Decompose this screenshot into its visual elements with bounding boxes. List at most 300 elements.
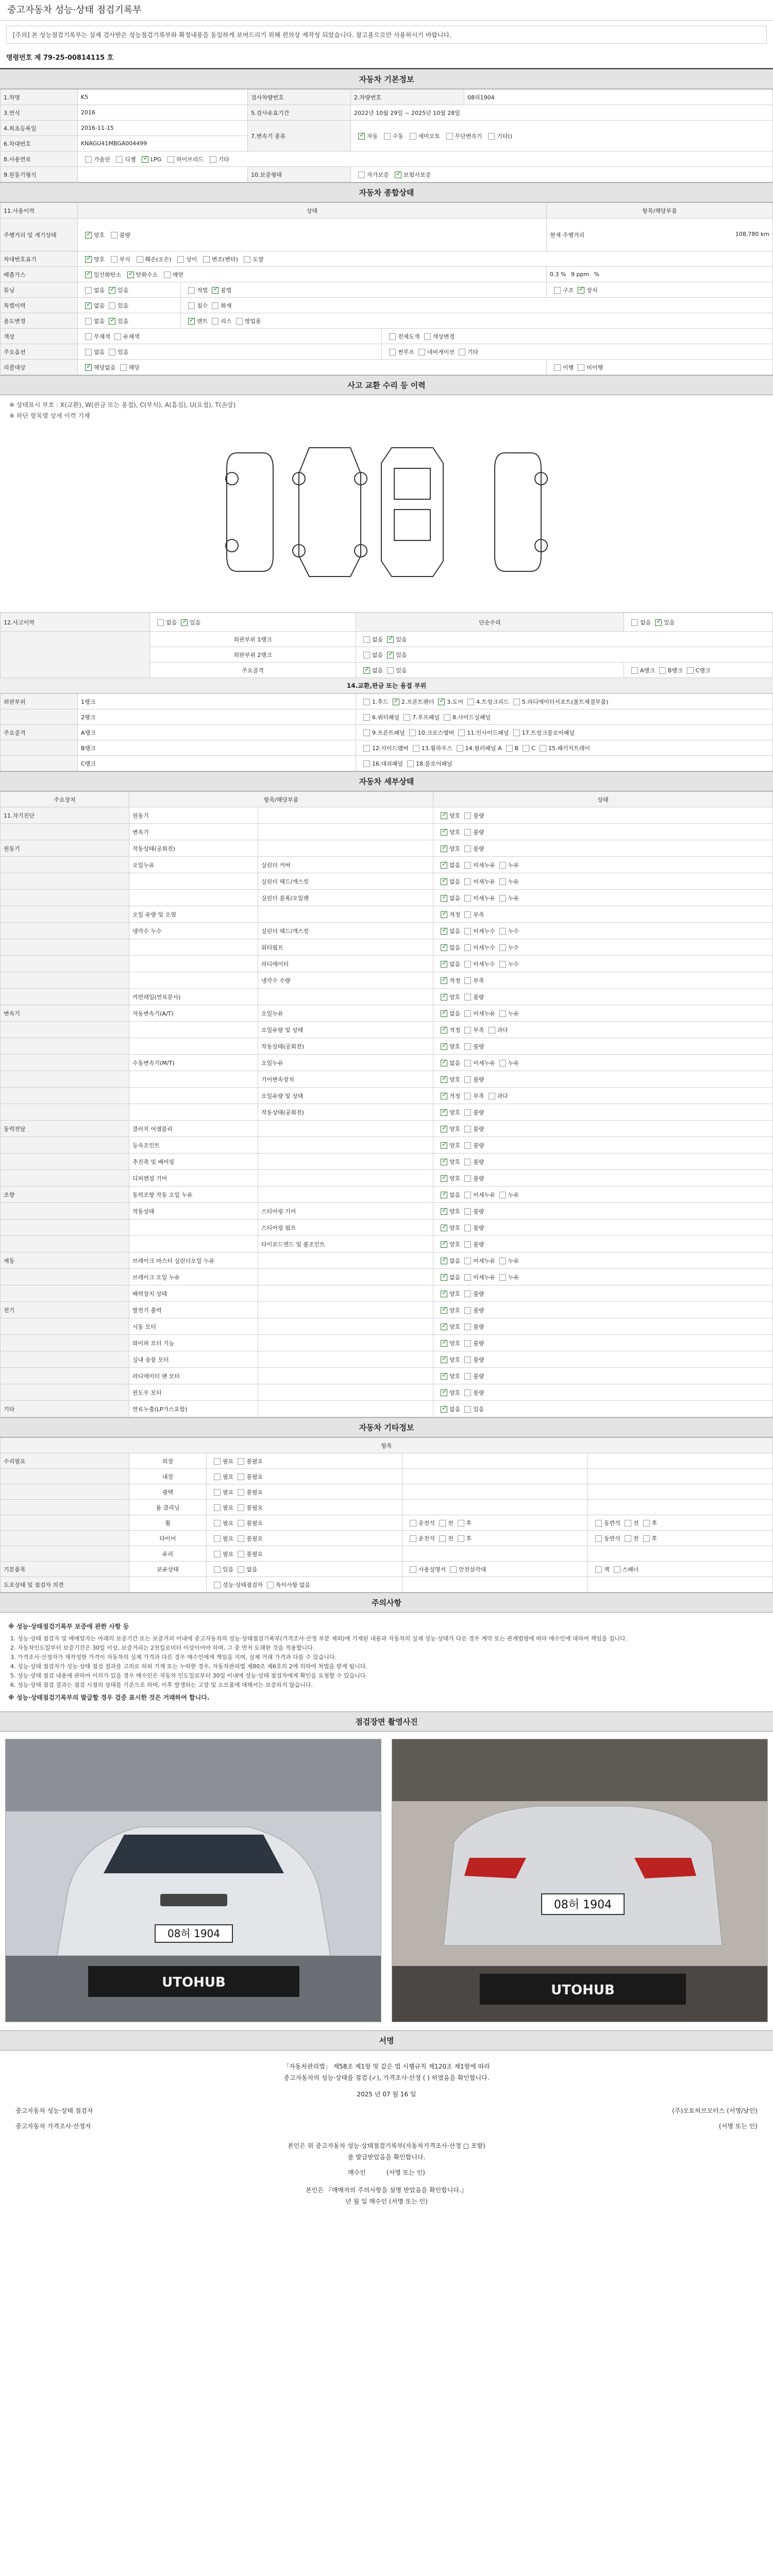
- checkbox-outer2-yes[interactable]: [387, 652, 394, 658]
- condition-checkbox[interactable]: [499, 928, 506, 935]
- condition-checkbox[interactable]: [441, 1159, 447, 1165]
- checkbox-pillar-c[interactable]: [523, 745, 529, 752]
- checkbox-gauge-good[interactable]: [85, 232, 92, 239]
- checkbox-chromatic[interactable]: [114, 333, 121, 340]
- condition-checkbox[interactable]: [441, 1060, 447, 1066]
- other-checkbox[interactable]: [238, 1504, 244, 1511]
- condition-checkbox[interactable]: [441, 1307, 447, 1314]
- condition-checkbox[interactable]: [499, 1192, 506, 1198]
- checkbox-wheelhouse[interactable]: [413, 745, 419, 752]
- checkbox-achromatic[interactable]: [85, 333, 92, 340]
- condition-checkbox[interactable]: [441, 1027, 447, 1033]
- value-current-mileage: 108,780 km: [735, 230, 769, 238]
- detail-subpart: 오일누유: [258, 1005, 433, 1022]
- condition-checkbox[interactable]: [464, 911, 471, 918]
- other-checkbox[interactable]: [625, 1520, 631, 1527]
- checkbox-frame-yes[interactable]: [387, 667, 394, 674]
- condition-checkbox[interactable]: [489, 1027, 495, 1033]
- checkbox-vin-painted[interactable]: [244, 256, 250, 263]
- condition-label: 부족: [473, 977, 484, 984]
- other-checkbox[interactable]: [238, 1473, 244, 1480]
- checkbox-rent[interactable]: [188, 318, 195, 325]
- other-checkbox[interactable]: [625, 1535, 631, 1542]
- other-checkbox[interactable]: [214, 1551, 221, 1557]
- checkbox-hood[interactable]: [363, 699, 370, 705]
- other-checkbox[interactable]: [238, 1489, 244, 1496]
- checkbox-trans-other[interactable]: [488, 133, 495, 140]
- checkbox-trunk[interactable]: [467, 699, 474, 705]
- detail-subpart: 오일유량 및 상태: [258, 1022, 433, 1038]
- other-checkbox[interactable]: [458, 1535, 464, 1542]
- other-options: [207, 1577, 402, 1592]
- tuning-options: [78, 282, 181, 298]
- checkbox-cvt[interactable]: [446, 133, 453, 140]
- checkbox-a-rank[interactable]: [631, 667, 638, 674]
- detail-part: [129, 1219, 258, 1236]
- condition-checkbox[interactable]: [464, 1357, 471, 1363]
- checkbox-cross-member[interactable]: [409, 730, 416, 736]
- condition-checkbox[interactable]: [441, 928, 447, 935]
- other-checkbox[interactable]: [238, 1551, 244, 1557]
- other-checkbox[interactable]: [214, 1504, 221, 1511]
- other-extra-2: [588, 1546, 773, 1562]
- parts-table: [0, 693, 773, 771]
- checkbox-recall-yes[interactable]: [120, 364, 127, 371]
- detail-device: [1, 1269, 129, 1285]
- other-checkbox[interactable]: [410, 1535, 416, 1542]
- condition-checkbox[interactable]: [464, 977, 471, 984]
- checkbox-outer1-yes[interactable]: [387, 636, 394, 643]
- other-checkbox[interactable]: [214, 1582, 221, 1588]
- checkbox-radiator-support[interactable]: [513, 699, 520, 705]
- checkbox-lpg[interactable]: [142, 156, 148, 163]
- value-engine: [78, 167, 248, 182]
- detail-part: [129, 1104, 258, 1121]
- condition-label: 양호: [449, 812, 461, 819]
- condition-checkbox[interactable]: [464, 1291, 471, 1297]
- checkbox-recall-done[interactable]: [554, 364, 561, 371]
- opt-hybrid: 하이브리드: [176, 156, 204, 163]
- checkbox-front-panel[interactable]: [363, 730, 370, 736]
- condition-checkbox[interactable]: [499, 1060, 506, 1066]
- other-checkbox[interactable]: [595, 1566, 602, 1573]
- other-checkbox[interactable]: [238, 1520, 244, 1527]
- caution-item: 3. 가격조사·산정자가 재작성한 가격이 자동차의 실제 가격과 다른 경우 매수인에게 책임을 지며, 실제 거래 가격과 다를 수 있습니다.: [18, 1653, 765, 1662]
- condition-checkbox[interactable]: [441, 1357, 447, 1363]
- condition-checkbox[interactable]: [441, 829, 447, 836]
- accident-options: [150, 613, 356, 632]
- brand-text-rear: UTOHUB: [551, 1982, 615, 1998]
- condition-checkbox[interactable]: [464, 812, 471, 819]
- other-item: 룸 클리닝: [129, 1500, 207, 1515]
- condition-checkbox[interactable]: [464, 928, 471, 935]
- checkbox-usage-yes[interactable]: [109, 318, 115, 325]
- other-checkbox[interactable]: [214, 1520, 221, 1527]
- detail-condition: [433, 1219, 773, 1236]
- detail-subpart: [258, 1121, 433, 1137]
- condition-label: 미세누유: [473, 1010, 495, 1017]
- condition-checkbox[interactable]: [464, 862, 471, 869]
- condition-label: 누유: [508, 1059, 519, 1066]
- checkbox-inside-panel[interactable]: [458, 730, 465, 736]
- condition-checkbox[interactable]: [441, 1373, 447, 1380]
- condition-checkbox[interactable]: [499, 944, 506, 951]
- checkbox-repair-yes[interactable]: [655, 619, 662, 626]
- label-tuning: 튜닝: [1, 282, 78, 298]
- detail-condition: [433, 807, 773, 824]
- other-extra-1: [402, 1453, 588, 1469]
- detail-row: [1, 873, 773, 890]
- condition-checkbox[interactable]: [441, 1208, 447, 1215]
- opt-gauge-bad: 불량: [119, 231, 131, 239]
- other-option-label: 안전삼각대: [459, 1566, 486, 1573]
- condition-checkbox[interactable]: [441, 895, 447, 902]
- checkbox-navi[interactable]: [418, 349, 425, 355]
- detail-condition: [433, 1285, 773, 1302]
- other-checkbox[interactable]: [458, 1520, 464, 1527]
- opt-dash-panel: 16.대쉬패널: [372, 760, 403, 767]
- condition-checkbox[interactable]: [464, 1225, 471, 1231]
- checkbox-repair-none[interactable]: [631, 619, 638, 626]
- condition-checkbox[interactable]: [441, 1274, 447, 1281]
- checkbox-semiauto[interactable]: [410, 133, 416, 140]
- opt-special-none: 없음: [94, 302, 105, 309]
- checkbox-frame-none[interactable]: [363, 667, 370, 674]
- other-checkbox[interactable]: [214, 1473, 221, 1480]
- condition-checkbox[interactable]: [464, 1324, 471, 1330]
- condition-checkbox[interactable]: [441, 1076, 447, 1083]
- condition-checkbox[interactable]: [464, 1175, 471, 1182]
- opt-vin-good: 양호: [94, 256, 105, 263]
- checkbox-vin-rust[interactable]: [111, 256, 117, 263]
- condition-checkbox[interactable]: [464, 1109, 471, 1116]
- other-checkbox[interactable]: [643, 1520, 650, 1527]
- condition-checkbox[interactable]: [441, 1093, 447, 1099]
- other-checkbox[interactable]: [238, 1535, 244, 1542]
- condition-checkbox[interactable]: [464, 1373, 471, 1380]
- condition-checkbox[interactable]: [499, 895, 506, 902]
- car-diagram: [0, 427, 773, 613]
- detail-row: [1, 1368, 773, 1384]
- checkbox-lease[interactable]: [212, 318, 219, 325]
- detail-condition: [433, 1351, 773, 1368]
- other-row: [1, 1546, 773, 1562]
- value-year: 2016: [78, 105, 248, 121]
- other-checkbox[interactable]: [643, 1535, 650, 1542]
- condition-checkbox[interactable]: [464, 1389, 471, 1396]
- opt-structure: 구조: [563, 286, 574, 294]
- condition-checkbox[interactable]: [499, 1010, 506, 1017]
- condition-label: 양호: [449, 1307, 461, 1314]
- opt-vin-rust: 부식: [119, 256, 131, 263]
- condition-checkbox[interactable]: [464, 1274, 471, 1281]
- condition-checkbox[interactable]: [441, 961, 447, 968]
- condition-checkbox[interactable]: [441, 994, 447, 1001]
- condition-label: 없음: [449, 960, 461, 968]
- condition-checkbox[interactable]: [464, 944, 471, 951]
- condition-label: 누수: [508, 944, 519, 951]
- checkbox-tuning-yes[interactable]: [109, 287, 115, 294]
- detail-subpart: 냉각수 수량: [258, 972, 433, 989]
- detail-subpart: [258, 1252, 433, 1269]
- checkbox-fender[interactable]: [393, 699, 399, 705]
- checkbox-device[interactable]: [578, 287, 584, 294]
- parts-rank-b: B랭크: [78, 740, 356, 756]
- condition-checkbox[interactable]: [464, 961, 471, 968]
- checkbox-opt-other[interactable]: [459, 349, 465, 355]
- checkbox-dash-panel[interactable]: [363, 760, 370, 767]
- checkbox-roof[interactable]: [404, 714, 410, 721]
- condition-checkbox[interactable]: [441, 1175, 447, 1182]
- checkbox-vin-altered[interactable]: [203, 256, 210, 263]
- condition-checkbox[interactable]: [441, 878, 447, 885]
- checkbox-hc[interactable]: [127, 272, 134, 278]
- checkbox-option-none[interactable]: [85, 349, 92, 355]
- checkbox-vin-good[interactable]: [85, 256, 92, 263]
- condition-checkbox[interactable]: [464, 1043, 471, 1050]
- condition-checkbox[interactable]: [464, 1126, 471, 1132]
- condition-checkbox[interactable]: [464, 1027, 471, 1033]
- opt-vin-altered: 변조(변타): [211, 256, 238, 263]
- detail-part: 등속조인트: [129, 1137, 258, 1154]
- condition-label: 양호: [449, 1076, 461, 1083]
- other-checkbox[interactable]: [614, 1566, 620, 1573]
- condition-checkbox[interactable]: [464, 1241, 471, 1248]
- condition-checkbox[interactable]: [441, 1324, 447, 1330]
- condition-checkbox[interactable]: [464, 845, 471, 852]
- other-checkbox[interactable]: [214, 1566, 221, 1573]
- detail-subpart: [258, 1318, 433, 1335]
- other-checkbox[interactable]: [410, 1520, 416, 1527]
- condition-checkbox[interactable]: [464, 1159, 471, 1165]
- label-options: 주요옵션: [1, 344, 78, 360]
- checkbox-outer2-none[interactable]: [363, 652, 370, 658]
- detail-device: [1, 1384, 129, 1401]
- other-option-label: 없음: [246, 1566, 258, 1573]
- checkbox-vin-damage[interactable]: [137, 256, 143, 263]
- condition-checkbox[interactable]: [489, 1093, 495, 1099]
- condition-label: 양호: [449, 1043, 461, 1050]
- condition-checkbox[interactable]: [441, 1192, 447, 1198]
- checkbox-business[interactable]: [236, 318, 243, 325]
- condition-checkbox[interactable]: [499, 1258, 506, 1264]
- checkbox-pillar-b[interactable]: [506, 745, 513, 752]
- checkbox-sidesill[interactable]: [444, 714, 450, 721]
- checkbox-outer1-none[interactable]: [363, 636, 370, 643]
- checkbox-recall-none[interactable]: [85, 364, 92, 371]
- condition-checkbox[interactable]: [441, 1126, 447, 1132]
- condition-checkbox[interactable]: [441, 862, 447, 869]
- condition-checkbox[interactable]: [441, 1406, 447, 1413]
- condition-checkbox[interactable]: [464, 1076, 471, 1083]
- condition-checkbox[interactable]: [441, 1291, 447, 1297]
- opt-chromatic: 유채색: [123, 333, 140, 340]
- other-option-label: 불필요: [246, 1504, 263, 1511]
- condition-checkbox[interactable]: [441, 911, 447, 918]
- checkbox-floor-panel[interactable]: [407, 760, 414, 767]
- other-subhead: 항목: [1, 1438, 773, 1453]
- condition-checkbox[interactable]: [464, 1060, 471, 1066]
- checkbox-special-yes[interactable]: [109, 302, 115, 309]
- detail-device: [1, 989, 129, 1005]
- condition-checkbox[interactable]: [441, 944, 447, 951]
- checkbox-fire[interactable]: [212, 302, 219, 309]
- checkbox-sunroof[interactable]: [389, 349, 396, 355]
- checkbox-insurer-warranty[interactable]: [395, 172, 401, 178]
- opt-roof: 7.루프패널: [412, 714, 440, 721]
- other-option-label: 필요: [223, 1550, 234, 1557]
- condition-label: 적정: [449, 1026, 461, 1033]
- condition-checkbox[interactable]: [464, 1093, 471, 1099]
- opt-usage-none: 없음: [94, 317, 105, 325]
- condition-checkbox[interactable]: [464, 1340, 471, 1347]
- checkbox-b-rank[interactable]: [659, 667, 666, 674]
- opt-semiauto: 세미오토: [418, 132, 441, 140]
- checkbox-usage-none[interactable]: [85, 318, 92, 325]
- other-checkbox[interactable]: [439, 1520, 446, 1527]
- condition-checkbox[interactable]: [441, 812, 447, 819]
- condition-checkbox[interactable]: [441, 1340, 447, 1347]
- other-option-label: 불필요: [246, 1488, 263, 1496]
- car-rear-photo: [392, 1739, 768, 2022]
- condition-checkbox[interactable]: [464, 1192, 471, 1198]
- checkbox-pillar-a[interactable]: [457, 745, 463, 752]
- detail-subpart: 스티어링 기어: [258, 1203, 433, 1219]
- condition-checkbox[interactable]: [464, 1208, 471, 1215]
- checkbox-gauge-bad[interactable]: [111, 232, 117, 239]
- other-checkbox[interactable]: [238, 1458, 244, 1465]
- condition-checkbox[interactable]: [464, 1258, 471, 1264]
- condition-label: 적정: [449, 911, 461, 918]
- vin-mark-options: [78, 251, 773, 267]
- condition-checkbox[interactable]: [464, 1307, 471, 1314]
- opt-quarter: 6.쿼터패널: [372, 714, 399, 721]
- checkbox-hybrid[interactable]: [167, 156, 174, 163]
- checkbox-c-rank[interactable]: [687, 667, 694, 674]
- caution-item: 4. 성능·상태 점검자가 성능·상태 점검 결과를 고의로 허위 기재 또는 누락한 경우, 자동차관리법 제80조 제6호의 2에 의하여 처벌을 받게 됩니다.: [18, 1662, 765, 1671]
- label-first-reg: 4.최초등록일: [1, 121, 78, 136]
- condition-checkbox[interactable]: [464, 1142, 471, 1149]
- checkbox-full-paint[interactable]: [389, 333, 396, 340]
- other-checkbox[interactable]: [214, 1535, 221, 1542]
- label-validity: 5.검사유효기간: [248, 105, 351, 121]
- checkbox-structure[interactable]: [554, 287, 561, 294]
- mileage-value: [547, 218, 773, 251]
- condition-checkbox[interactable]: [441, 1258, 447, 1264]
- condition-checkbox[interactable]: [441, 1142, 447, 1149]
- condition-label: 없음: [449, 927, 461, 935]
- detail-subpart: [258, 840, 433, 857]
- basic-info-table: [0, 89, 773, 182]
- checkbox-side-member[interactable]: [363, 745, 370, 752]
- label-plate: 2.차량번호: [351, 90, 464, 105]
- condition-checkbox[interactable]: [464, 1010, 471, 1017]
- detail-condition: [433, 1121, 773, 1137]
- checkbox-co[interactable]: [85, 272, 92, 278]
- label-current-mileage: 현재 주행거리: [550, 231, 585, 239]
- condition-checkbox[interactable]: [464, 829, 471, 836]
- checkbox-package-tray[interactable]: [540, 745, 546, 752]
- opt-vin-damage: 훼손(오손): [145, 256, 172, 263]
- other-group: [1, 1531, 129, 1546]
- condition-checkbox[interactable]: [499, 961, 506, 968]
- checkbox-smoke[interactable]: [164, 272, 171, 278]
- warranty-options: [351, 167, 773, 182]
- condition-checkbox[interactable]: [441, 1389, 447, 1396]
- photo-rear: [392, 1739, 768, 2022]
- checkbox-illegal[interactable]: [212, 287, 219, 294]
- other-checkbox[interactable]: [214, 1458, 221, 1465]
- condition-checkbox[interactable]: [441, 1225, 447, 1231]
- emission-options: [78, 267, 547, 282]
- checkbox-accident-yes[interactable]: [181, 619, 188, 626]
- condition-checkbox[interactable]: [464, 895, 471, 902]
- checkbox-special-none[interactable]: [85, 302, 92, 309]
- checkbox-manual[interactable]: [384, 133, 391, 140]
- condition-checkbox[interactable]: [441, 977, 447, 984]
- checkbox-trunk-floor[interactable]: [513, 730, 520, 736]
- checkbox-quarter[interactable]: [363, 714, 370, 721]
- condition-checkbox[interactable]: [464, 1406, 471, 1413]
- detail-part: [129, 972, 258, 989]
- checkbox-legal[interactable]: [188, 287, 195, 294]
- outer-2-options: [356, 647, 773, 663]
- other-checkbox[interactable]: [595, 1520, 602, 1527]
- condition-checkbox[interactable]: [464, 878, 471, 885]
- condition-checkbox[interactable]: [499, 862, 506, 869]
- other-row: [1, 1469, 773, 1484]
- checkbox-accident-none[interactable]: [157, 619, 164, 626]
- checkbox-gasoline[interactable]: [85, 156, 92, 163]
- checkbox-vin-diff[interactable]: [177, 256, 184, 263]
- checkbox-auto[interactable]: [358, 133, 365, 140]
- notice-box: [주의] 본 성능점검기록부는 실제 검사받은 성능점검기록부와 확정내용을 동일하게 보여드리기 위해 편의상 재작성 되었습니다. 참고용으로만 사용하시기 바랍니다.: [6, 26, 767, 44]
- opt-recall-notdone: 미이행: [586, 364, 603, 371]
- checkbox-flood[interactable]: [188, 302, 195, 309]
- checkbox-diesel[interactable]: [116, 156, 123, 163]
- condition-checkbox[interactable]: [441, 1109, 447, 1116]
- condition-checkbox[interactable]: [441, 1241, 447, 1248]
- checkbox-self-warranty[interactable]: [358, 172, 365, 178]
- condition-checkbox[interactable]: [441, 845, 447, 852]
- checkbox-fuel-other[interactable]: [210, 156, 216, 163]
- other-row: [1, 1500, 773, 1515]
- condition-checkbox[interactable]: [441, 1043, 447, 1050]
- condition-label: 과다: [497, 1092, 508, 1099]
- other-checkbox[interactable]: [450, 1566, 457, 1573]
- other-checkbox[interactable]: [238, 1566, 244, 1573]
- condition-checkbox[interactable]: [499, 878, 506, 885]
- other-checkbox[interactable]: [267, 1582, 274, 1588]
- label-frame: 주요골격: [150, 663, 356, 678]
- other-checkbox[interactable]: [595, 1535, 602, 1542]
- condition-checkbox[interactable]: [499, 1274, 506, 1281]
- checkbox-tuning-none[interactable]: [85, 287, 92, 294]
- checkbox-option-yes[interactable]: [109, 349, 115, 355]
- detail-part: 와이퍼 모터 기능: [129, 1335, 258, 1351]
- checkbox-color-change[interactable]: [424, 333, 431, 340]
- other-checkbox[interactable]: [214, 1489, 221, 1496]
- condition-checkbox[interactable]: [464, 994, 471, 1001]
- opt-manual: 수동: [392, 132, 404, 140]
- checkbox-door[interactable]: [438, 699, 445, 705]
- other-checkbox[interactable]: [410, 1566, 416, 1573]
- checkbox-recall-notdone[interactable]: [578, 364, 584, 371]
- detail-part: 변속기: [129, 824, 258, 840]
- condition-checkbox[interactable]: [441, 1010, 447, 1017]
- other-checkbox[interactable]: [439, 1535, 446, 1542]
- caution-item: 2. 자동차인도일부터 보증기간은 30일 이상, 보증거리는 2천킬로미터 이상이어야 하며, 그 중 먼저 도래한 것을 적용합니다.: [18, 1643, 765, 1653]
